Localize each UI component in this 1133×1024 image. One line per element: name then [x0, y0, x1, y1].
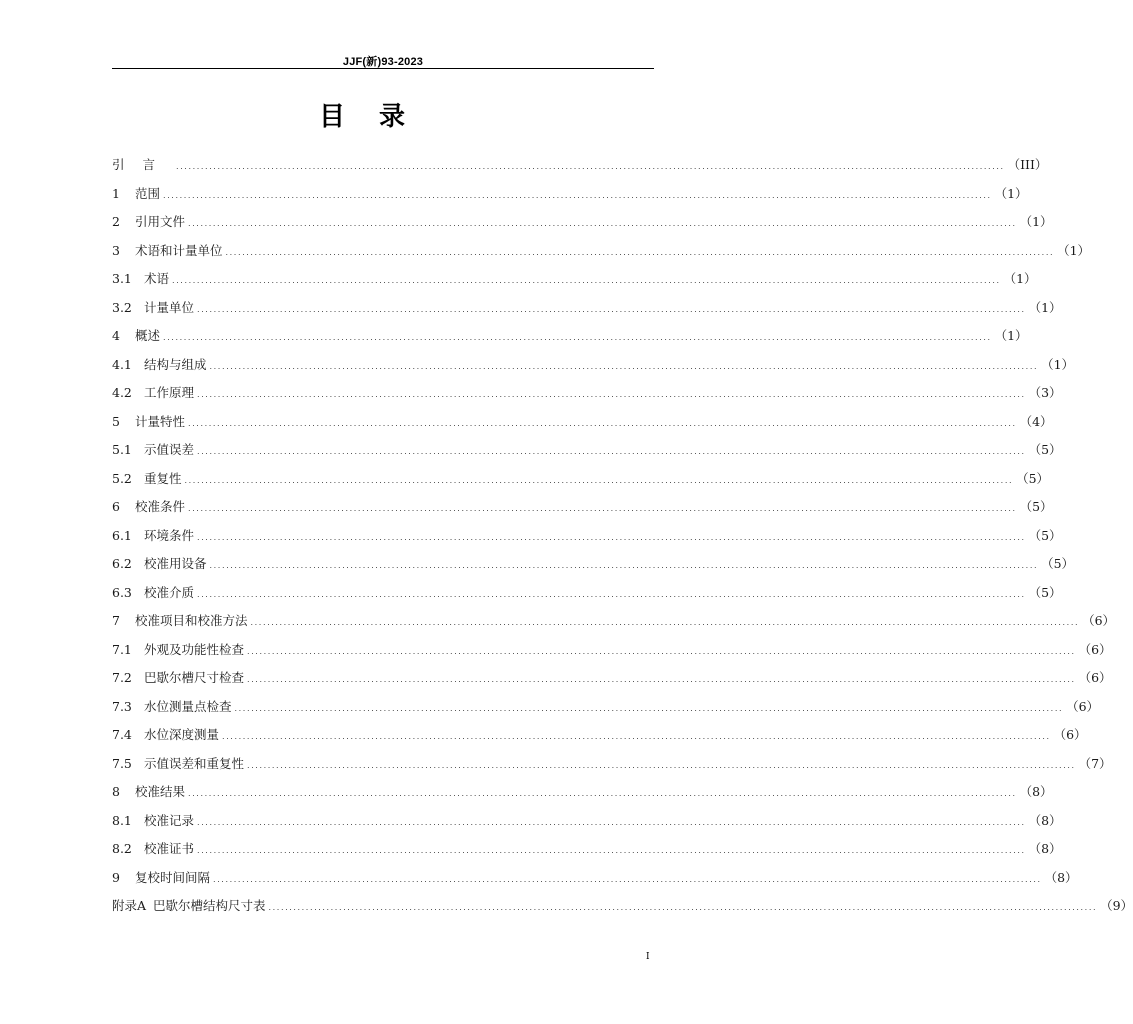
toc-entry-number: 6.1 [112, 527, 132, 543]
toc-leader-dots: ........................................................................................................................................................................................................ [188, 219, 1017, 228]
document-code-header: JJF(新)93-2023 [342, 56, 424, 68]
toc-entry-number: 4.1 [112, 356, 132, 372]
toc-entry-number: 6.2 [112, 556, 132, 571]
toc-entry-label: 术语和计量单位 [135, 242, 223, 258]
toc-entry-label: 计量单位 [144, 299, 195, 315]
toc-entry-number: 9 [112, 869, 120, 885]
toc-entry[interactable] [112, 611, 1116, 640]
toc-leader-dots: ........................................................................................................................................................................................................ [188, 418, 1017, 428]
toc-entry-number: 8.1 [112, 812, 132, 828]
toc-entry-label: 环境条件 [144, 527, 195, 543]
toc-leader-dots: ........................................................................................................................................................................................................ [268, 903, 1098, 912]
toc-entry-label: 水位深度测量 [144, 727, 220, 742]
toc-leader-dots: ........................................................................................................................................................................................................ [213, 874, 1042, 884]
toc-entry-label: 计量特性 [135, 413, 186, 429]
toc-entry-number: 2 [112, 214, 120, 229]
toc-leader-dots: ........................................................................................................................................................................................................ [225, 247, 1055, 257]
toc-entry-number: 4 [112, 328, 120, 343]
toc-entry-page: （8） [1028, 812, 1062, 828]
toc-entry-number: 7.2 [112, 670, 132, 685]
toc-entry-page: （5） [1028, 527, 1062, 543]
toc-entry-page: （6） [1053, 727, 1087, 742]
toc-entry-number: 7.5 [112, 755, 132, 771]
toc-entry-label: 示值误差和重复性 [144, 755, 245, 771]
toc-entry-label: 概述 [135, 328, 161, 343]
toc-entry[interactable] [112, 782, 1053, 811]
toc-entry-page: （8） [1019, 784, 1053, 799]
toc-entry-page: （7） [1078, 755, 1112, 771]
toc-entry-page: （5） [1041, 556, 1075, 571]
header-rule [112, 68, 654, 69]
toc-leader-dots: ........................................................................................................................................................................................................ [172, 276, 1001, 285]
toc-entry-page: （1） [994, 328, 1028, 343]
toc-entry-page: （9） [1100, 898, 1133, 913]
toc-entry[interactable] [112, 839, 1062, 868]
toc-leader-dots: ........................................................................................................................................................................................................ [234, 703, 1064, 713]
toc-entry[interactable] [112, 241, 1091, 270]
toc-entry-page: （1） [1019, 214, 1053, 229]
toc-entry[interactable] [112, 640, 1112, 669]
toc-entry-page: （1） [1041, 356, 1075, 372]
toc-entry-label: 校准项目和校准方法 [135, 613, 248, 628]
toc-entry-page: （8） [1028, 841, 1062, 856]
toc-entry-number: 4.2 [112, 385, 132, 400]
toc-entry-number: 1 [112, 185, 120, 201]
toc-entry-page: （4） [1019, 413, 1053, 429]
toc-entry-page: （5） [1028, 584, 1062, 600]
toc-entry-number: 6 [112, 499, 120, 514]
toc-entry-number: 3.1 [112, 271, 132, 286]
toc-entry[interactable] [112, 326, 1028, 355]
toc-entry-page: （6） [1082, 613, 1116, 628]
toc-entry-number: 7.3 [112, 698, 132, 714]
toc-leader-dots: ........................................................................................................................................................................................................ [222, 732, 1051, 741]
toc-entry-page: （8） [1044, 869, 1078, 885]
toc-entry-page: （1） [1028, 299, 1062, 315]
toc-entry[interactable] [112, 184, 1028, 213]
toc-entry[interactable] [112, 526, 1062, 555]
toc-leader-dots: ........................................................................................................................................................................................................ [250, 618, 1080, 627]
toc-entry[interactable] [112, 697, 1100, 726]
toc-entry-page: （1） [1003, 271, 1037, 286]
toc-entry[interactable] [112, 811, 1062, 840]
toc-entry-number: 3.2 [112, 299, 132, 315]
toc-entry-label: 范围 [135, 185, 161, 201]
toc-entry[interactable] [112, 868, 1078, 897]
toc-entry-label: 术语 [144, 271, 170, 286]
toc-entry[interactable] [112, 383, 1062, 412]
toc-entry[interactable] [112, 725, 1087, 754]
toc-leader-dots: ........................................................................................................................................................................................................ [209, 361, 1039, 371]
toc-entry-number: 附录A [112, 898, 147, 913]
toc-leader-dots: ........................................................................................................................................................................................................ [163, 333, 992, 342]
toc-entry-label: 校准记录 [144, 812, 195, 828]
toc-entry-label: 引用文件 [135, 214, 186, 229]
toc-leader-dots: ........................................................................................................................................................................................................ [163, 190, 992, 200]
toc-entry[interactable] [112, 896, 1133, 925]
toc-entry-number: 5.1 [112, 442, 132, 457]
toc-entry-label: 外观及功能性检查 [144, 641, 245, 657]
toc-entry-number: 7.4 [112, 727, 132, 742]
toc-entry-number: 8.2 [112, 841, 132, 856]
toc-entry[interactable] [112, 583, 1062, 612]
toc-leader-dots: ........................................................................................................................................................................................................ [197, 589, 1026, 599]
toc-entry[interactable] [112, 155, 1048, 184]
toc-entry-label: 工作原理 [144, 385, 195, 400]
toc-leader-dots: ........................................................................................................................................................................................................ [197, 390, 1026, 399]
toc-entry-label: 校准用设备 [144, 556, 207, 571]
toc-title: 目录 [318, 102, 439, 132]
toc-entry[interactable] [112, 554, 1075, 583]
toc-entry-label: 结构与组成 [144, 356, 207, 372]
toc-entry-label: 校准介质 [144, 584, 195, 600]
toc-entry-label: 巴歇尔槽结构尺寸表 [153, 898, 266, 913]
toc-leader-dots: ........................................................................................................................................................................................................ [197, 817, 1026, 827]
toc-leader-dots: ........................................................................................................................................................................................................ [247, 760, 1076, 770]
toc-entry-page: （6） [1078, 641, 1112, 657]
toc-entry-page: （1） [1057, 242, 1091, 258]
toc-entry-label: 巴歇尔槽尺寸检查 [144, 670, 245, 685]
toc-entry-number: 6.3 [112, 584, 132, 600]
toc-entry-label: 水位测量点检查 [144, 698, 232, 714]
toc-entry-number: 3 [112, 242, 120, 258]
toc-entry[interactable] [112, 412, 1053, 441]
toc-entry-label: 示值误差 [144, 442, 195, 457]
toc-entry-page: （3） [1028, 385, 1062, 400]
toc-entry-page: （5） [1019, 499, 1053, 514]
toc-entry[interactable] [112, 668, 1112, 697]
toc-entry-number: 7.1 [112, 641, 132, 657]
toc-entry-label: 复校时间间隔 [135, 869, 211, 885]
toc-list [112, 155, 1133, 925]
toc-entry-page: （III） [1007, 157, 1048, 172]
toc-entry-label: 校准结果 [135, 784, 186, 799]
toc-entry[interactable] [112, 212, 1053, 241]
toc-leader-dots: ........................................................................................................................................................................................................ [188, 789, 1017, 798]
toc-entry-page: （5） [1016, 470, 1050, 486]
toc-entry-page: （1） [994, 185, 1028, 201]
toc-entry-number: 8 [112, 784, 120, 799]
toc-leader-dots: ........................................................................................................................................................................................................ [247, 675, 1076, 684]
toc-entry-label: 引言 [112, 157, 174, 172]
toc-entry-number: 5 [112, 413, 120, 429]
toc-leader-dots: ........................................................................................................................................................................................................ [188, 504, 1017, 513]
toc-leader-dots: ........................................................................................................................................................................................................ [247, 646, 1076, 656]
toc-leader-dots: ........................................................................................................................................................................................................ [197, 532, 1026, 542]
toc-entry-label: 校准证书 [144, 841, 195, 856]
toc-leader-dots: ........................................................................................................................................................................................................ [184, 475, 1014, 485]
toc-entry[interactable] [112, 754, 1112, 783]
toc-entry-page: （6） [1066, 698, 1100, 714]
toc-entry-label: 校准条件 [135, 499, 186, 514]
toc-entry-page: （5） [1028, 442, 1062, 457]
toc-entry[interactable] [112, 469, 1050, 498]
toc-entry-label: 重复性 [144, 470, 182, 486]
toc-leader-dots: ........................................................................................................................................................................................................ [197, 447, 1026, 456]
toc-leader-dots: ........................................................................................................................................................................................................ [176, 162, 1005, 171]
page-number: I [646, 952, 650, 962]
toc-leader-dots: ........................................................................................................................................................................................................ [197, 304, 1026, 314]
toc-entry[interactable] [112, 497, 1053, 526]
toc-entry-number: 7 [112, 613, 120, 628]
toc-leader-dots: ........................................................................................................................................................................................................ [209, 561, 1039, 570]
toc-entry[interactable] [112, 355, 1075, 384]
toc-entry[interactable] [112, 269, 1037, 298]
toc-entry[interactable] [112, 440, 1062, 469]
toc-leader-dots: ........................................................................................................................................................................................................ [197, 846, 1026, 855]
toc-entry[interactable] [112, 298, 1062, 327]
toc-entry-page: （6） [1078, 670, 1112, 685]
toc-entry-number: 5.2 [112, 470, 132, 486]
